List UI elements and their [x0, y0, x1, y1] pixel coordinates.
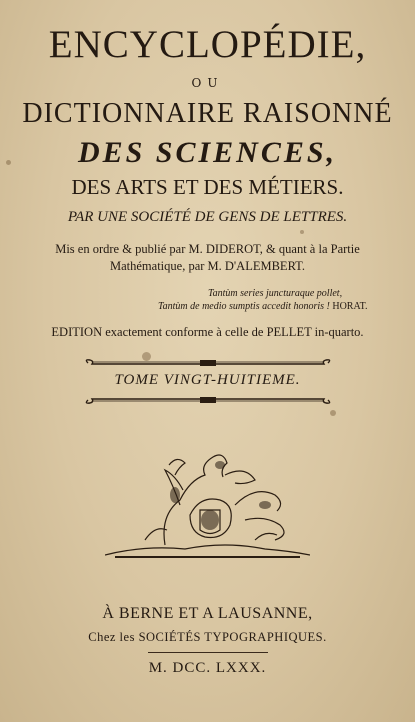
title-des-arts: DES ARTS ET DES MÉTIERS.: [71, 175, 344, 199]
editors-line-2: Mathématique, par M. D'ALEMBERT.: [110, 259, 305, 273]
imprint-divider: [148, 652, 268, 653]
printers-ornament-vignette: [105, 445, 310, 565]
ornamental-rule-bottom: [84, 395, 332, 405]
epigraph-line-1: Tantùm series juncturaque pollet,: [208, 288, 343, 299]
imprint-place: À BERNE ET A LAUSANNE,: [102, 605, 313, 622]
epigraph-verse: Tantùm de medio sumptis accedit honoris !: [158, 301, 330, 312]
title-dictionnaire: DICTIONNAIRE RAISONNÉ: [22, 98, 393, 129]
foxing-spot: [300, 230, 304, 234]
epigraph-source: HORAT.: [329, 301, 368, 312]
imprint-year: M. DCC. LXXX.: [148, 660, 267, 676]
ornamental-rule-top: [84, 358, 332, 368]
foxing-spot: [330, 410, 336, 416]
title-ou: OU: [191, 76, 224, 90]
imprint-publisher: Chez les SOCIÉTÉS TYPOGRAPHIQUES.: [88, 630, 327, 644]
editors-line-1: Mis en ordre & publié par M. DIDEROT, & quant à la Partie: [55, 242, 360, 256]
edition-note: EDITION exactement conforme à celle de PELLET in-quarto.: [51, 325, 364, 339]
society-line: PAR UNE SOCIÉTÉ DE GENS DE LETTRES.: [67, 209, 348, 225]
volume-label: TOME VINGT-HUITIEME.: [114, 372, 301, 388]
epigraph-line-2: [158, 301, 367, 312]
title-encyclopedie: ENCYCLOPÉDIE,: [48, 23, 367, 66]
title-des-sciences: DES SCIENCES,: [77, 136, 338, 169]
